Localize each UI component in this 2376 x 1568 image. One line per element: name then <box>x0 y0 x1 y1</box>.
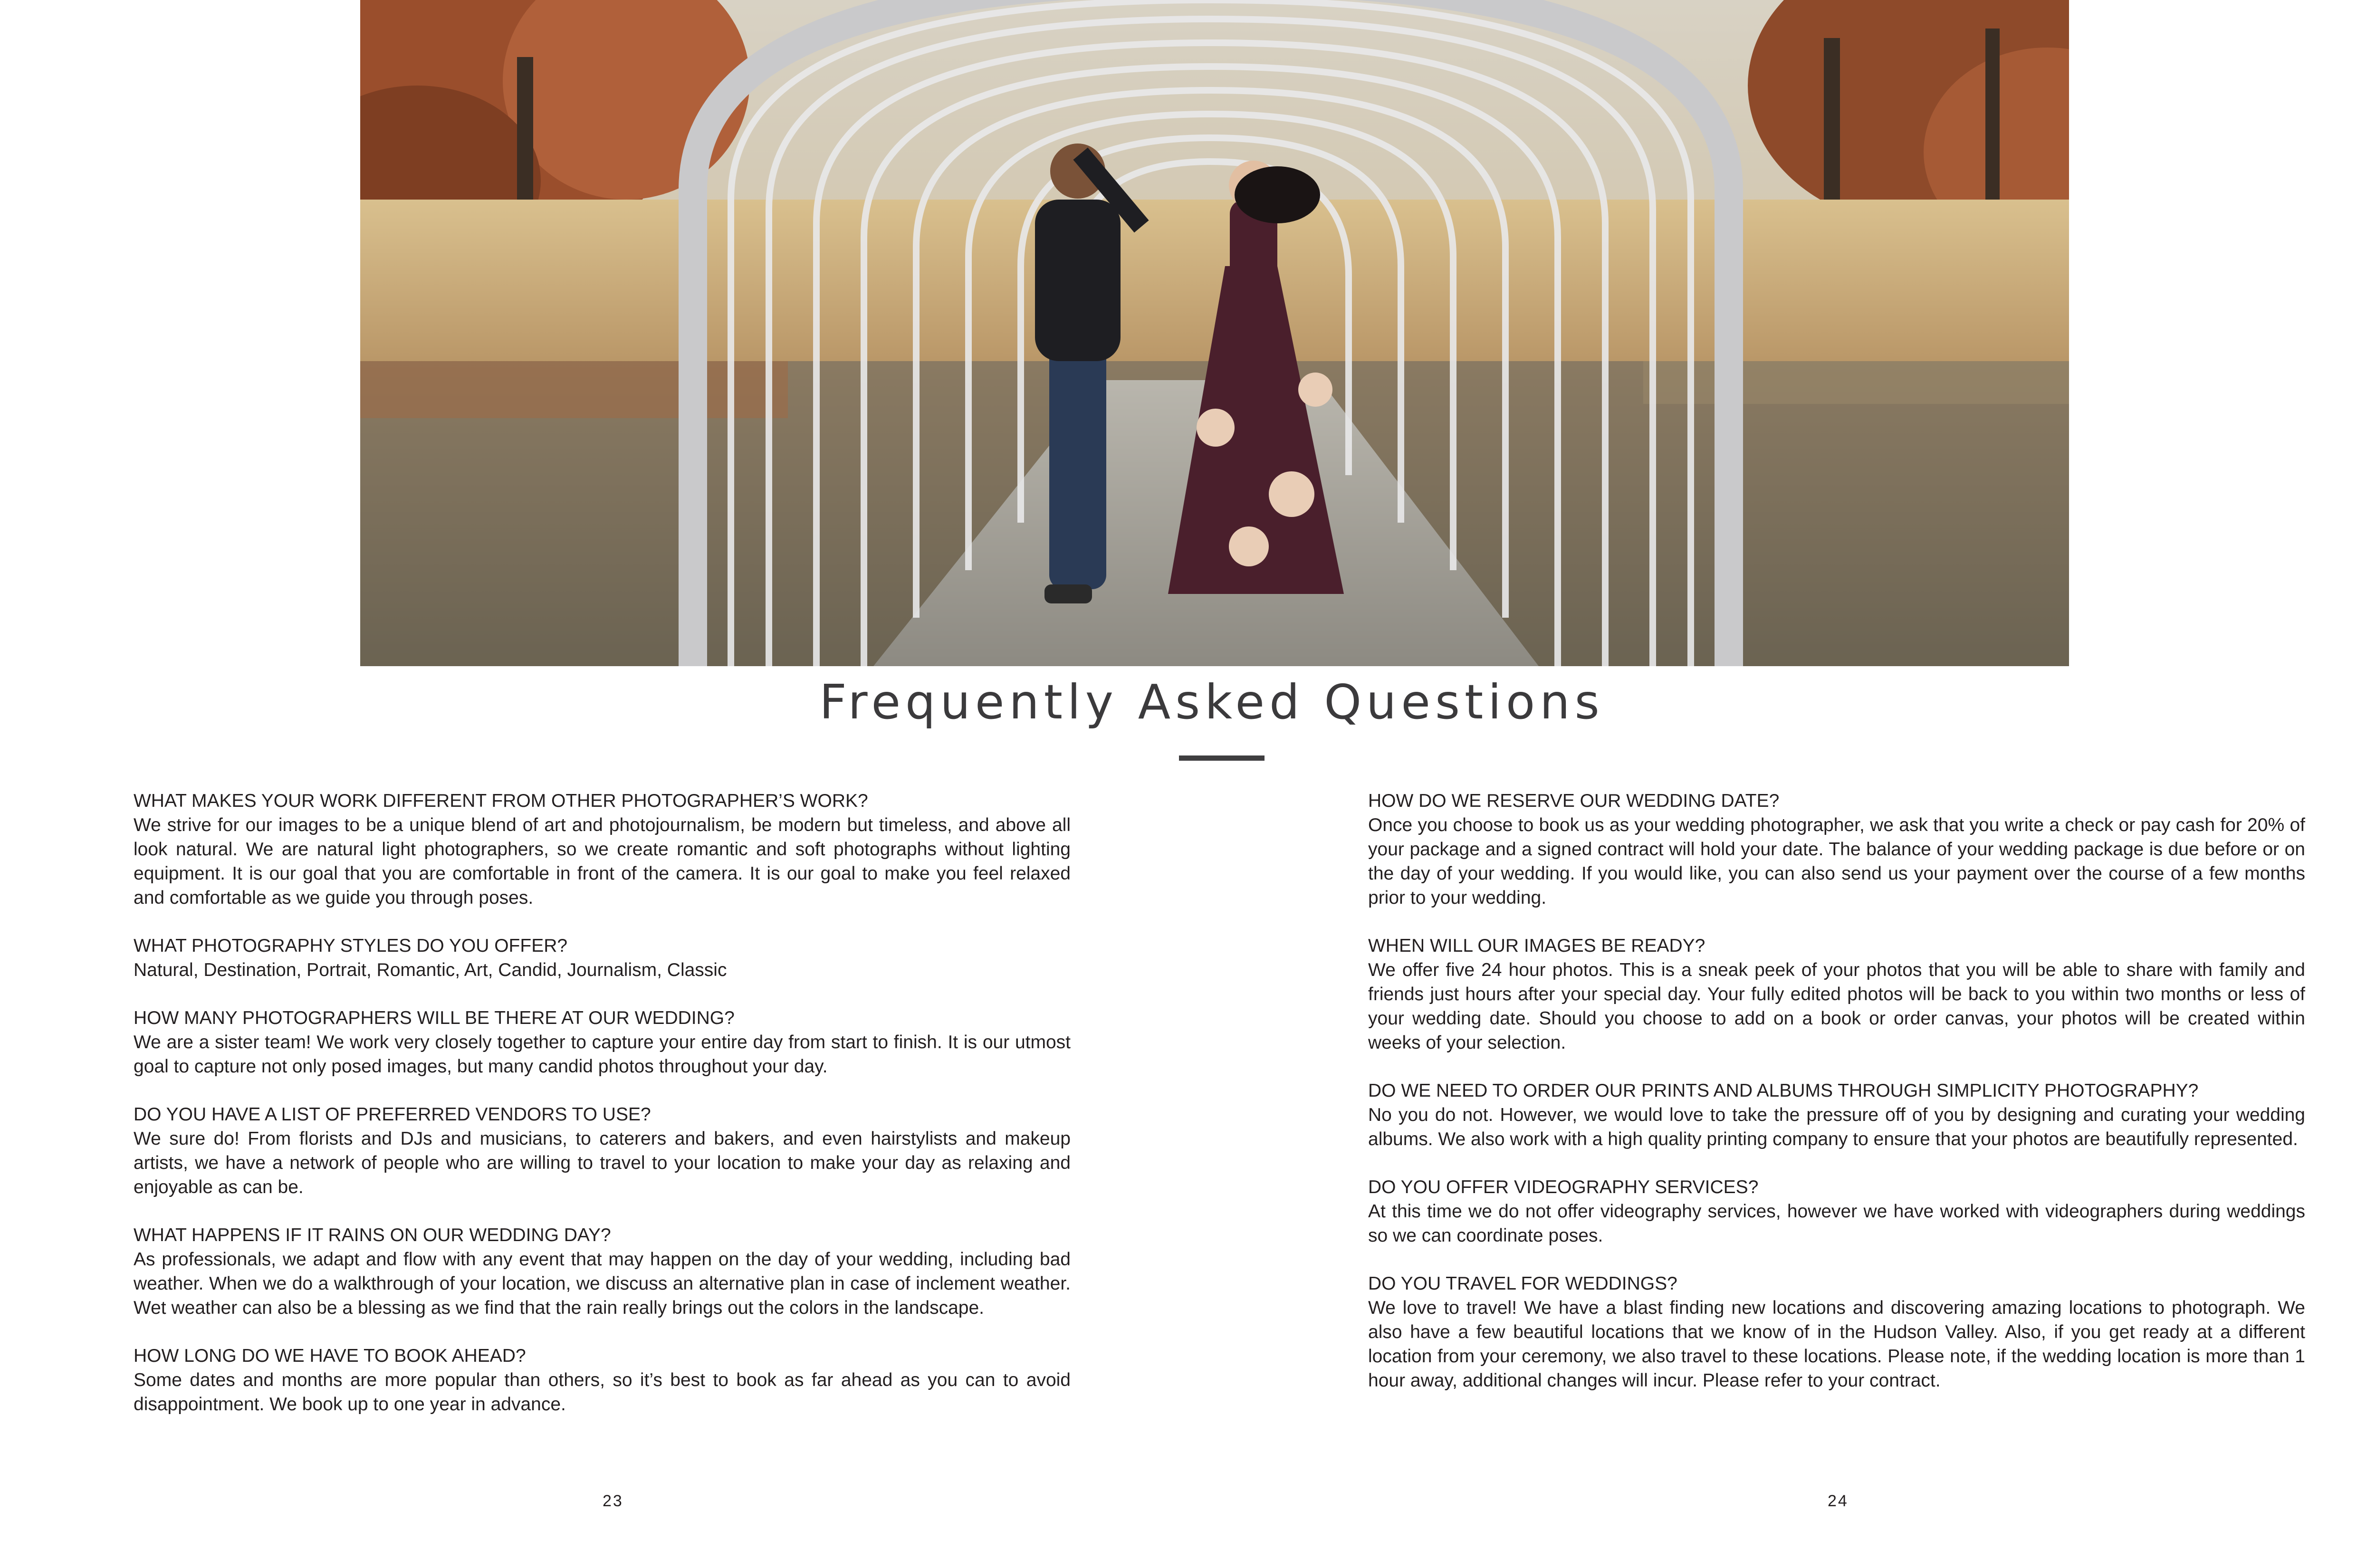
faq-item <box>134 1006 1071 1079</box>
faq-item <box>134 1223 1071 1320</box>
faq-question: HOW LONG DO WE HAVE TO BOOK AHEAD? <box>134 1346 526 1366</box>
page-number-left: 23 <box>603 1492 623 1510</box>
faq-item <box>1368 934 2305 1055</box>
faq-question: WHAT PHOTOGRAPHY STYLES DO YOU OFFER? <box>134 936 568 956</box>
faq-item <box>1368 1272 2305 1393</box>
faq-answer: Natural, Destination, Portrait, Romantic, Art, Candid, Journalism, Classic <box>134 960 727 980</box>
faq-question: WHAT MAKES YOUR WORK DIFFERENT FROM OTHER PHOTOGRAPHER’S WORK? <box>134 791 868 811</box>
faq-answer: Once you choose to book us as your wedding photographer, we ask that you write a check or pay cash for 20% of your package and a signed contract will hold your date. The balance of your wedding package is due before or on the day of your wedding. If you would like, you can also send us your payment over the course of a few months prior to your wedding. <box>1368 815 2305 908</box>
faq-answer: As professionals, we adapt and flow with any event that may happen on the day of your wedding, including bad weather. When we do a walkthrough of your location, we discuss an alternative plan in case of inclement weather. Wet weather can also be a blessing as we find that the rain really brings out the colors in the landscape. <box>134 1249 1071 1318</box>
faq-column-right <box>1368 789 2305 1416</box>
faq-answer: At this time we do not offer videography services, however we have worked with videographers during weddings so we can coordinate poses. <box>1368 1201 2305 1246</box>
faq-item <box>134 789 1071 910</box>
faq-answer: We are a sister team! We work very closely together to capture your entire day from start to finish. It is our utmost goal to capture not only posed images, but many candid photos throughout your day. <box>134 1032 1071 1077</box>
faq-answer: We offer five 24 hour photos. This is a sneak peek of your photos that you will be able to share with family and friends just hours after your special day. Your fully edited photos will be back to you within two months or less of your wedding date. Should you choose to add on a book or order canvas, your photos will be created within weeks of your selection. <box>1368 960 2305 1053</box>
faq-column-left <box>134 789 1071 1440</box>
faq-item <box>1368 789 2305 910</box>
faq-item <box>134 1102 1071 1199</box>
faq-question: DO WE NEED TO ORDER OUR PRINTS AND ALBUMS THROUGH SIMPLICITY PHOTOGRAPHY? <box>1368 1080 2199 1101</box>
faq-answer: Some dates and months are more popular than others, so it’s best to book as far ahead as you can to avoid disappointment. We book up to one year in advance. <box>134 1370 1071 1415</box>
faq-question: HOW DO WE RESERVE OUR WEDDING DATE? <box>1368 791 1780 811</box>
faq-question: DO YOU OFFER VIDEOGRAPHY SERVICES? <box>1368 1177 1759 1197</box>
faq-question: WHEN WILL OUR IMAGES BE READY? <box>1368 936 1705 956</box>
faq-item <box>134 1344 1071 1416</box>
faq-item <box>1368 1175 2305 1248</box>
faq-question: WHAT HAPPENS IF IT RAINS ON OUR WEDDING DAY? <box>134 1225 611 1245</box>
faq-answer: We love to travel! We have a blast finding new locations and discovering amazing locations to photograph. We also have a few beautiful locations that we know of in the Hudson Valley. Also, if you get ready at a different location from your ceremony, we also travel to these locations. Please note, if the wedding location is more than 1 hour away, additional changes will incur. Please refer to your contract. <box>1368 1298 2305 1391</box>
faq-answer: We sure do! From florists and DJs and musicians, to caterers and bakers, and even hairstylists and makeup artists, we have a network of people who are willing to travel to your location to make your day as relaxing and enjoyable as can be. <box>134 1128 1071 1197</box>
faq-item <box>134 934 1071 982</box>
faq-question: DO YOU TRAVEL FOR WEDDINGS? <box>1368 1273 1677 1294</box>
hero-photo-illustration <box>360 0 2069 666</box>
faq-answer: We strive for our images to be a unique blend of art and photojournalism, be modern but timeless, and above all look natural. We are natural light photographers, so we create romantic and soft photographs without lighting equipment. It is our goal that you are comfortable in front of the camera. It is our goal to make you feel relaxed and comfortable as we guide you through poses. <box>134 815 1071 908</box>
hero-photo <box>360 0 2069 666</box>
page-number-right: 24 <box>1828 1492 1849 1510</box>
faq-question: DO YOU HAVE A LIST OF PREFERRED VENDORS TO USE? <box>134 1104 651 1125</box>
page-title: Frequently Asked Questions <box>819 674 1604 730</box>
faq-answer: No you do not. However, we would love to take the pressure off of you by designing and curating your wedding albums. We also work with a high quality printing company to ensure that your photos are beautifully represented. <box>1368 1105 2305 1149</box>
faq-item <box>1368 1079 2305 1151</box>
title-underline <box>1179 755 1265 761</box>
faq-question: HOW MANY PHOTOGRAPHERS WILL BE THERE AT OUR WEDDING? <box>134 1008 735 1028</box>
